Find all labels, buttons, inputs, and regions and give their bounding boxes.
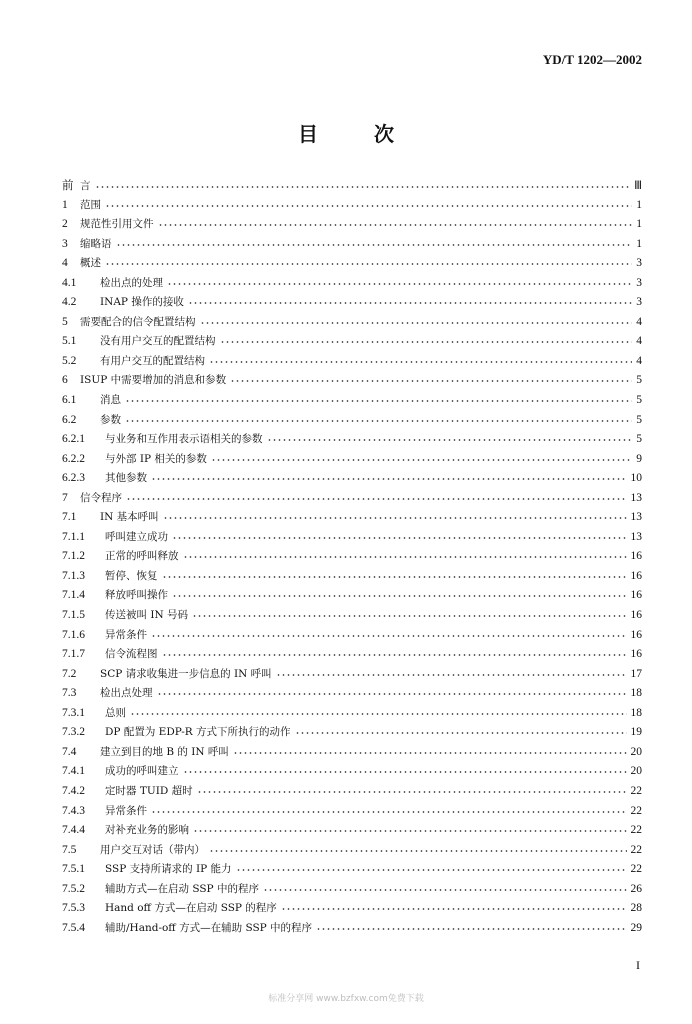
toc-entry-number: 7.5	[62, 843, 77, 856]
page-number: I	[636, 958, 640, 972]
toc-leader-dots	[162, 653, 627, 657]
toc-entry-title: 成功的呼叫建立	[105, 765, 179, 778]
toc-entry-title: 概述	[80, 257, 101, 270]
toc-entry-title: 对补充业务的影响	[105, 824, 189, 837]
toc-entry-number: 4	[62, 257, 68, 270]
toc-entry-number: 7.4	[62, 745, 77, 758]
toc-title: 目次	[298, 122, 450, 146]
toc-entry	[62, 568, 642, 588]
toc-entry-page: 10	[630, 472, 642, 485]
toc-entry-number: 4.1	[62, 276, 77, 289]
toc-entry-page: 5	[636, 374, 642, 387]
toc-entry-title: 定时器 TUID 超时	[105, 784, 193, 797]
toc-entry-title: 异常条件	[105, 804, 147, 817]
toc-entry-page: 3	[636, 296, 642, 309]
toc-leader-dots	[126, 497, 627, 501]
toc-entry-title: 总则	[105, 706, 126, 719]
toc-leader-dots	[172, 594, 627, 598]
toc-entry-title: 需要配合的信令配置结构	[80, 315, 196, 328]
toc-leader-dots	[157, 692, 627, 696]
toc-leader-dots	[197, 790, 627, 794]
toc-leader-dots	[233, 751, 627, 755]
toc-entry	[62, 372, 642, 392]
toc-leader-dots	[130, 712, 627, 716]
toc-entry-number: 前	[62, 180, 74, 192]
toc-entry-title: 与业务和互作用表示语相关的参数	[105, 433, 263, 446]
toc-entry	[62, 803, 642, 823]
toc-entry	[62, 177, 642, 197]
toc-entry-title: ISUP 中需要增加的消息和参数	[80, 374, 227, 387]
toc-entry-title: 辅助方式—在启动 SSP 中的程序	[105, 882, 259, 895]
toc-leader-dots	[151, 810, 627, 814]
toc-entry-page: 18	[630, 706, 642, 719]
toc-entry-page: 1	[636, 237, 642, 250]
toc-entry	[62, 783, 642, 803]
toc-entry-page: 1	[636, 198, 642, 211]
toc-entry-number: 7.4.4	[62, 824, 85, 837]
toc-leader-dots	[281, 907, 627, 911]
toc-entry-title: 范围	[80, 198, 101, 211]
toc-entry	[62, 763, 642, 783]
toc-entry-page: 3	[636, 276, 642, 289]
toc-entry	[62, 275, 642, 295]
toc-leader-dots	[209, 360, 632, 364]
toc-entry-title: 释放呼叫操作	[105, 589, 168, 602]
toc-entry-number: 5	[62, 315, 68, 328]
toc-entry-number: 7.1.2	[62, 550, 85, 563]
toc-leader-dots	[236, 868, 627, 872]
toc-leader-dots	[200, 321, 633, 325]
toc-entry-title: 缩略语	[80, 237, 112, 250]
toc-entry-page: 18	[630, 687, 642, 700]
toc-entry-title: 传送被叫 IN 号码	[105, 609, 189, 622]
toc-entry-page: 16	[630, 589, 642, 602]
toc-leader-dots	[211, 458, 632, 462]
toc-entry-title: 信令流程图	[105, 648, 158, 661]
toc-entry-number: 6.1	[62, 394, 77, 407]
toc-leader-dots	[230, 379, 632, 383]
toc-entry-page: 16	[630, 550, 642, 563]
toc-entry-page: 16	[630, 609, 642, 622]
toc-entry-number: 7.3.2	[62, 726, 85, 739]
toc-entry-number: 7.3.1	[62, 706, 85, 719]
toc-entry-number: 7.2	[62, 667, 77, 680]
toc-leader-dots	[316, 927, 626, 931]
toc-entry	[62, 744, 642, 764]
toc-entry-page: 4	[636, 335, 642, 348]
toc-entry-page: 16	[630, 628, 642, 641]
toc-entry-page: 22	[630, 863, 642, 876]
toc-entry-title: 辅助/Hand-off 方式—在辅助 SSP 中的程序	[105, 921, 313, 934]
toc-leader-dots	[188, 301, 632, 305]
toc-entry	[62, 627, 642, 647]
toc-entry-number: 7.5.1	[62, 863, 85, 876]
toc-entry-page: 22	[630, 784, 642, 797]
toc-leader-dots	[220, 340, 633, 344]
toc-leader-dots	[125, 419, 632, 423]
toc-entry	[62, 842, 642, 862]
toc-entry-number: 7.5.4	[62, 921, 85, 934]
toc-leader-dots	[167, 282, 632, 286]
toc-entry	[62, 705, 642, 725]
toc-entry-number: 5.1	[62, 335, 77, 348]
toc-entry-number: 2	[62, 218, 68, 231]
toc-entry-title: 有用户交互的配置结构	[100, 354, 205, 367]
toc-entry-number: 1	[62, 198, 68, 211]
toc-entry-page: 28	[630, 902, 642, 915]
toc-entry-page: 20	[630, 745, 642, 758]
toc-entry-number: 7.1.5	[62, 609, 85, 622]
toc-entry	[62, 587, 642, 607]
watermark: 标准分享网 www.bzfxw.com免费下载	[268, 994, 424, 1004]
toc-entry-title: 检出点处理	[100, 687, 153, 700]
toc-entry	[62, 490, 642, 510]
toc-entry-page: 16	[630, 648, 642, 661]
toc-entry-page: 16	[630, 569, 642, 582]
toc-entry-title: DP 配置为 EDP-R 方式下所执行的动作	[105, 726, 291, 739]
toc-leader-dots	[116, 243, 633, 247]
toc-entry-page: 22	[630, 843, 642, 856]
toc-entry	[62, 197, 642, 217]
toc-entry-number: 7.5.3	[62, 902, 85, 915]
toc-entry	[62, 509, 642, 529]
toc-entry	[62, 861, 642, 881]
toc-entry-number: 3	[62, 237, 68, 250]
toc-entry-title: 用户交互对话（带内）	[100, 843, 205, 856]
toc-leader-dots	[162, 575, 627, 579]
toc-entry	[62, 333, 642, 353]
toc-entry-page: 5	[636, 433, 642, 446]
toc-entry-page: 29	[630, 921, 642, 934]
toc-entry-page: 9	[636, 452, 642, 465]
toc-entry-title: 呼叫建立成功	[105, 530, 168, 543]
toc-entry-number: 7.5.2	[62, 882, 85, 895]
toc-entry-title: SCP 请求收集进一步信息的 IN 呼叫	[100, 667, 272, 680]
toc-entry	[62, 236, 642, 256]
toc-entry	[62, 900, 642, 920]
toc-entry-title: 暂停、恢复	[105, 569, 158, 582]
toc-entry	[62, 470, 642, 490]
toc-entry-number: 6	[62, 374, 68, 387]
toc-entry-page: 5	[636, 413, 642, 426]
toc-entry-page: 13	[630, 511, 642, 524]
toc-leader-dots	[95, 185, 631, 189]
toc-entry-title: 与外部 IP 相关的参数	[105, 452, 207, 465]
table-of-contents	[62, 177, 642, 939]
toc-entry	[62, 412, 642, 432]
toc-entry-page: 5	[636, 394, 642, 407]
toc-entry-number: 7.1.7	[62, 648, 85, 661]
toc-entry-number: 6.2.3	[62, 472, 85, 485]
toc-entry-page: 22	[630, 824, 642, 837]
toc-entry-title: 异常条件	[105, 628, 147, 641]
toc-entry	[62, 431, 642, 451]
toc-leader-dots	[295, 731, 627, 735]
toc-leader-dots	[105, 204, 632, 208]
toc-entry-title: 检出点的处理	[100, 276, 163, 289]
toc-entry-number: 7.1.4	[62, 589, 85, 602]
toc-leader-dots	[163, 516, 627, 520]
toc-entry	[62, 451, 642, 471]
toc-entry-page: 1	[636, 218, 642, 231]
toc-entry	[62, 685, 642, 705]
toc-entry-number: 7.1.1	[62, 530, 85, 543]
toc-entry-title: IN 基本呼叫	[100, 511, 159, 524]
toc-entry	[62, 255, 642, 275]
toc-entry-title: SSP 支持所请求的 IP 能力	[105, 863, 232, 876]
toc-entry	[62, 314, 642, 334]
standard-code: YD/T 1202—2002	[542, 52, 642, 67]
toc-leader-dots	[151, 634, 627, 638]
toc-entry-number: 7.1.3	[62, 569, 85, 582]
toc-leader-dots	[125, 399, 632, 403]
toc-leader-dots	[105, 262, 632, 266]
toc-entry-title: 其他参数	[105, 472, 147, 485]
toc-leader-dots	[193, 829, 627, 833]
toc-entry-page: 20	[630, 765, 642, 778]
toc-entry	[62, 529, 642, 549]
toc-entry-title: 建立到目的地 B 的 IN 呼叫	[100, 745, 229, 758]
toc-entry-number: 7	[62, 491, 68, 504]
toc-entry	[62, 392, 642, 412]
toc-entry-title: 规范性引用文件	[80, 218, 154, 231]
toc-entry-page: 4	[636, 354, 642, 367]
toc-entry-number: 6.2.1	[62, 433, 85, 446]
toc-entry	[62, 216, 642, 236]
toc-entry-title: 正常的呼叫释放	[105, 550, 179, 563]
toc-entry-number: 7.1.6	[62, 628, 85, 641]
toc-entry-page: 26	[630, 882, 642, 895]
toc-entry	[62, 920, 642, 940]
toc-entry-number: 7.1	[62, 511, 77, 524]
toc-entry-page: 17	[630, 667, 642, 680]
toc-entry	[62, 548, 642, 568]
toc-entry	[62, 646, 642, 666]
toc-entry	[62, 353, 642, 373]
toc-entry	[62, 666, 642, 686]
toc-leader-dots	[263, 888, 627, 892]
toc-entry-page: 13	[630, 530, 642, 543]
toc-entry-page: Ⅲ	[634, 180, 642, 192]
toc-entry	[62, 607, 642, 627]
toc-leader-dots	[151, 477, 627, 481]
toc-leader-dots	[209, 849, 627, 853]
toc-entry-title: 消息	[100, 394, 121, 407]
toc-entry-title: Hand off 方式—在启动 SSP 的程序	[105, 902, 277, 915]
toc-entry-page: 19	[630, 726, 642, 739]
toc-entry-number: 5.2	[62, 354, 77, 367]
toc-entry-title: 没有用户交互的配置结构	[100, 335, 216, 348]
toc-entry-page: 4	[636, 315, 642, 328]
toc-entry-number: 7.4.2	[62, 784, 85, 797]
toc-entry-number: 4.2	[62, 296, 77, 309]
toc-entry	[62, 822, 642, 842]
toc-entry-title: 参数	[100, 413, 121, 426]
toc-entry-page: 13	[630, 491, 642, 504]
toc-leader-dots	[172, 536, 627, 540]
toc-entry	[62, 294, 642, 314]
toc-entry-title: INAP 操作的接收	[100, 296, 184, 309]
toc-entry	[62, 881, 642, 901]
toc-entry-title: 信令程序	[80, 491, 122, 504]
toc-leader-dots	[183, 770, 627, 774]
toc-entry-number: 7.4.3	[62, 804, 85, 817]
toc-entry-title: 言	[80, 180, 91, 192]
toc-entry	[62, 724, 642, 744]
toc-entry-number: 7.3	[62, 687, 77, 700]
toc-entry-number: 6.2	[62, 413, 77, 426]
toc-leader-dots	[276, 673, 627, 677]
toc-entry-number: 7.4.1	[62, 765, 85, 778]
toc-entry-page: 22	[630, 804, 642, 817]
toc-leader-dots	[158, 223, 633, 227]
toc-leader-dots	[192, 614, 626, 618]
toc-entry-page: 3	[636, 257, 642, 270]
toc-leader-dots	[267, 438, 633, 442]
toc-leader-dots	[183, 555, 627, 559]
toc-entry-number: 6.2.2	[62, 452, 85, 465]
